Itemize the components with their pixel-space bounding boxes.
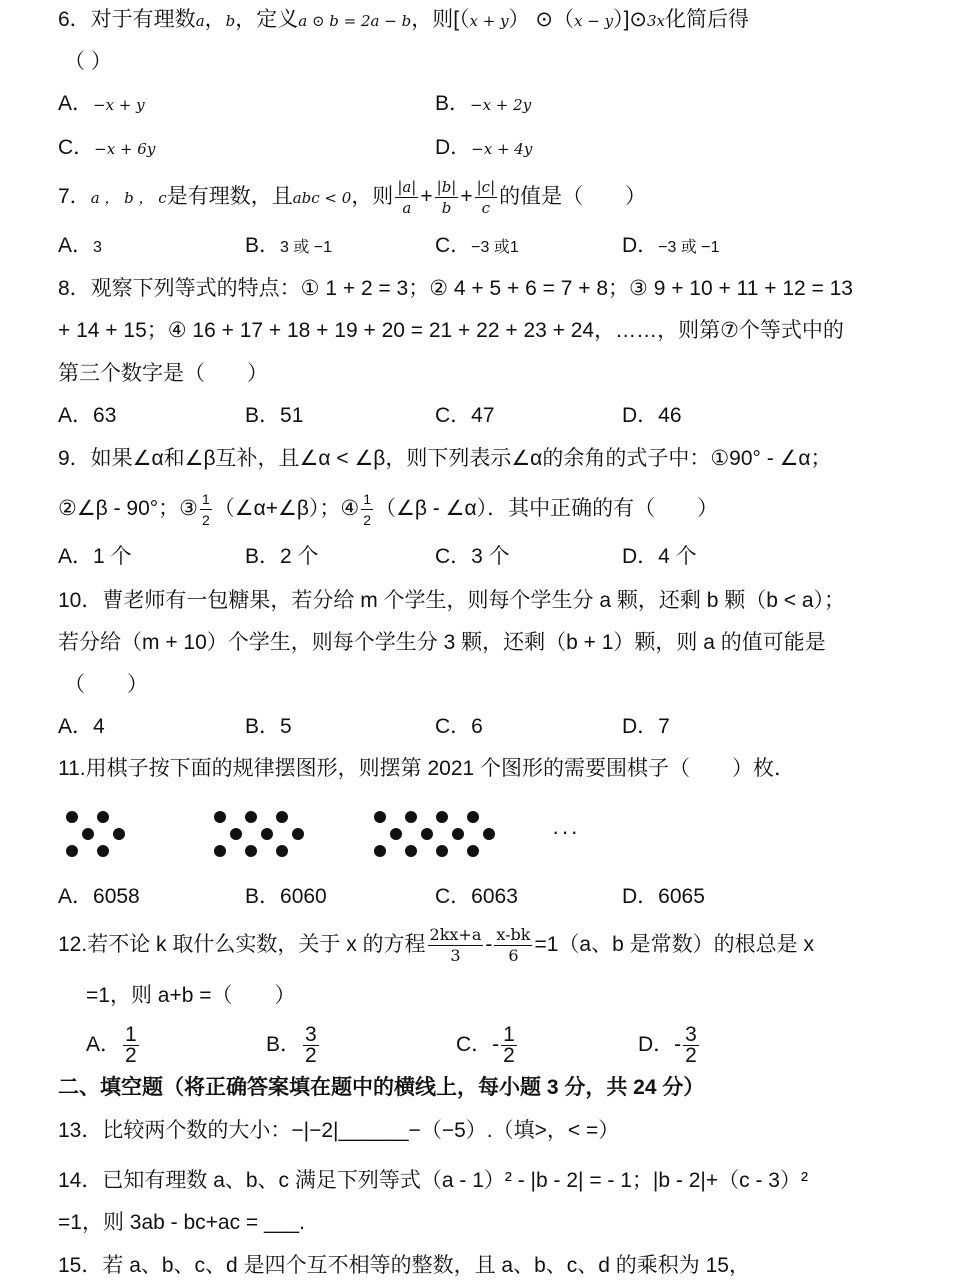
chess-piece-dot [97, 845, 109, 857]
option-label: A． [86, 1033, 122, 1056]
chess-piece-dot [436, 845, 448, 857]
denominator: 2 [201, 511, 210, 528]
option-d [622, 543, 697, 571]
numerator: 2kx+a [429, 924, 482, 944]
question-8-line: 8．观察下列等式的特点：① 1 + 2 = 3；② 4 + 5 + 6 = 7 + 8；③ 9 + 10 + 11 + 12 = 13 [58, 277, 853, 300]
option-a [58, 883, 140, 911]
fraction [303, 1022, 319, 1067]
numerator: 1 [361, 489, 373, 510]
question-9-line: 9．如果∠α和∠β互补，且∠α < ∠β，则下列表示∠α的余角的式子中：①90° - ∠α； [58, 447, 832, 470]
question-6-stem [58, 6, 749, 35]
chess-piece-dot [276, 845, 288, 857]
fraction-half [200, 489, 212, 530]
fraction [475, 177, 498, 218]
question-11-stem: 11.用棋子按下面的规律摆图形，则摆第 2021 个图形的需要围棋子（ ）枚． [58, 757, 796, 780]
chess-piece-dot [405, 811, 417, 823]
text: 的值是（ ） [499, 185, 647, 208]
question-8-line: + 14 + 15；④ 16 + 17 + 18 + 19 + 20 = 21 + 22 + 23 + 24，……，则第⑦个等式中的 [58, 319, 844, 342]
math: a ， b ， c [90, 189, 167, 207]
text: ，则[（ [411, 8, 470, 31]
option-value: 3 [93, 239, 102, 256]
option-label: B． [245, 234, 281, 257]
denominator: 2 [305, 1043, 317, 1067]
denominator: 6 [508, 945, 519, 965]
option-label: B． [245, 715, 281, 738]
denominator: 2 [125, 1043, 137, 1067]
option-label: C． [435, 404, 472, 427]
math: x + y [469, 12, 509, 30]
option-label: C． [435, 234, 472, 257]
option-label: B． [266, 1033, 302, 1056]
option-value: 6065 [658, 885, 705, 908]
option-value: 3 个 [471, 545, 510, 568]
math: 3x [647, 12, 666, 30]
option-c [435, 232, 519, 262]
option-value: −3 或1 [471, 239, 519, 256]
sign: - [492, 1033, 500, 1056]
option-b [245, 232, 332, 262]
text: ，则 [351, 185, 394, 208]
option-label: C． [435, 715, 472, 738]
chess-piece-dot [390, 828, 402, 840]
option-d [622, 232, 720, 262]
chess-piece-dot [467, 845, 479, 857]
question-14-line: 14．已知有理数 a、b、c 满足下列等式（a - 1）² - |b - 2| = - 1；|b - 2|+（c - 3）² [58, 1169, 808, 1192]
option-value: −x + 4y [471, 140, 533, 158]
text: =1（a、b 是常数）的根总是 x [534, 933, 814, 956]
chess-piece-dot [374, 845, 386, 857]
chess-piece-dot [483, 828, 495, 840]
option-label: B． [245, 404, 281, 427]
option-c [435, 543, 510, 571]
option-label: C． [435, 885, 472, 908]
option-b [245, 883, 327, 911]
option-value: −x + y [93, 96, 145, 114]
option-label: A． [58, 545, 94, 568]
plus: + [460, 185, 473, 208]
option-label: D． [622, 234, 659, 257]
denominator: a [402, 198, 412, 217]
option-value: 46 [658, 404, 682, 427]
numerator: 3 [685, 1022, 697, 1046]
denominator: 3 [450, 945, 461, 965]
fraction [683, 1022, 699, 1067]
option-a [58, 232, 102, 262]
fraction [395, 177, 418, 218]
option-value: 3 或 −1 [280, 239, 333, 256]
chess-piece-dot [292, 828, 304, 840]
chess-piece-dot [405, 845, 417, 857]
chess-piece-dot [436, 811, 448, 823]
option-value: 5 [280, 715, 292, 738]
numerator: |a| [397, 177, 417, 196]
option-label: D． [622, 545, 659, 568]
chess-piece-dot [276, 811, 288, 823]
math: b [225, 12, 236, 30]
option-b [266, 1022, 321, 1068]
math: a ⊙ b = 2a − b [298, 12, 412, 30]
question-12-line: =1，则 a+b =（ ） [86, 984, 296, 1007]
option-label: D． [622, 404, 659, 427]
text: 6．对于有理数 [58, 8, 196, 31]
numerator: 1 [200, 489, 212, 510]
option-value: −x + 6y [94, 140, 156, 158]
option-label: A． [58, 92, 94, 115]
chess-piece-dot [97, 811, 109, 823]
chess-piece-dot [421, 828, 433, 840]
denominator: 2 [363, 511, 372, 528]
option-c [456, 1022, 519, 1068]
option-a [58, 90, 145, 119]
denominator: c [481, 198, 491, 217]
minus: - [485, 933, 493, 956]
fraction [435, 177, 459, 218]
option-value: −3 或 −1 [658, 239, 720, 256]
question-12-stem [58, 922, 814, 968]
text: （∠β - ∠α）．其中正确的有（ ） [375, 497, 719, 520]
chess-piece-dot [245, 811, 257, 823]
question-10-line: （ ） [64, 673, 148, 696]
option-b [245, 402, 303, 430]
fraction-half [361, 489, 373, 530]
numerator: |c| [476, 177, 496, 196]
chess-piece-dot [261, 828, 273, 840]
option-d [622, 713, 670, 741]
plus: + [420, 185, 433, 208]
option-value: 6060 [280, 885, 327, 908]
option-value: −x + 2y [470, 96, 532, 114]
option-value: 47 [471, 404, 495, 427]
text: ）]⊙ [613, 8, 648, 31]
fraction [501, 1022, 517, 1067]
text: ②∠β - 90°；③ [58, 497, 198, 520]
chess-piece-dot [66, 845, 78, 857]
option-label: B． [245, 885, 281, 908]
denominator: 2 [503, 1043, 515, 1067]
option-c [58, 134, 155, 163]
option-value: 4 个 [658, 545, 697, 568]
option-b [435, 90, 531, 119]
chess-piece-dot [245, 845, 257, 857]
option-label: A． [58, 234, 94, 257]
chess-piece-dot [374, 811, 386, 823]
option-c [435, 402, 495, 430]
chess-piece-dot [214, 845, 226, 857]
option-value: 63 [93, 404, 117, 427]
option-label: C． [435, 545, 472, 568]
option-value: 6 [471, 715, 483, 738]
math: x − y [574, 12, 614, 30]
option-label: B． [245, 545, 281, 568]
chess-piece-pattern-figures [0, 805, 964, 865]
option-label: C． [456, 1033, 493, 1056]
fraction [123, 1022, 139, 1067]
chess-piece-dot [467, 811, 479, 823]
option-d [435, 134, 532, 163]
option-value: 4 [93, 715, 105, 738]
text: （∠α+∠β）；④ [213, 497, 360, 520]
question-13: 13．比较两个数的大小：−|−2|______−（−5）.（填>，< =） [58, 1119, 620, 1142]
option-value: 6058 [93, 885, 140, 908]
math: abc < 0 [292, 189, 352, 207]
numerator: 1 [503, 1022, 515, 1046]
text: ） ⊙（ [508, 8, 575, 31]
question-15: 15．若 a、b、c、d 是四个互不相等的整数，且 a、b、c、d 的乘积为 15， [58, 1254, 750, 1277]
option-value: 6063 [471, 885, 518, 908]
chess-piece-dot [230, 828, 242, 840]
option-d [638, 1022, 701, 1068]
question-14-line: =1，则 3ab - bc+ac = ___. [58, 1211, 305, 1234]
option-label: A． [58, 404, 94, 427]
sign: - [674, 1033, 682, 1056]
numerator: 1 [125, 1022, 137, 1046]
option-label: B． [435, 92, 471, 115]
text: 7． [58, 185, 91, 208]
option-value: 1 个 [93, 545, 132, 568]
option-label: D． [638, 1033, 675, 1056]
option-label: A． [58, 885, 94, 908]
option-label: D． [435, 136, 472, 159]
chess-piece-dot [82, 828, 94, 840]
fraction [494, 925, 532, 966]
math: a [195, 12, 205, 30]
option-label: C． [58, 136, 95, 159]
option-c [435, 883, 518, 911]
option-d [622, 402, 682, 430]
option-label: D． [622, 715, 659, 738]
option-a [58, 402, 116, 430]
ellipsis: ··· [552, 819, 580, 844]
text: 是有理数，且 [166, 185, 293, 208]
numerator: x-bk [496, 924, 531, 944]
question-9-line [58, 486, 718, 532]
option-a [58, 713, 105, 741]
option-a [58, 543, 132, 571]
option-value: 2 个 [280, 545, 319, 568]
denominator: 2 [685, 1043, 697, 1067]
chess-piece-dot [214, 811, 226, 823]
denominator: b [441, 198, 452, 217]
question-10-line: 若分给（m + 10）个学生，则每个学生分 3 颗，还剩（b + 1）颗，则 a 的值可能是 [58, 631, 826, 654]
option-a [86, 1022, 141, 1068]
numerator: 3 [305, 1022, 317, 1046]
option-d [622, 883, 705, 911]
text: 12.若不论 k 取什么实数，关于 x 的方程 [58, 933, 426, 956]
chess-piece-dot [452, 828, 464, 840]
text: ，定义 [235, 8, 299, 31]
option-label: D． [622, 885, 659, 908]
option-value: 7 [658, 715, 670, 738]
question-10-line: 10．曹老师有一包糖果，若分给 m 个学生，则每个学生分 a 颗，还剩 b 颗（b < a）； [58, 589, 846, 612]
fraction [428, 925, 484, 966]
option-label: A． [58, 715, 94, 738]
section-heading: 二、填空题（将正确答案填在题中的横线上，每小题 3 分，共 24 分） [58, 1076, 705, 1099]
text: 化简后得 [665, 8, 750, 31]
text: ， [204, 8, 226, 31]
question-7-stem [58, 172, 646, 223]
option-b [245, 713, 292, 741]
chess-piece-dot [66, 811, 78, 823]
question-8-line: 第三个数字是（ ） [58, 362, 268, 385]
answer-blank: （ ） [64, 50, 112, 73]
chess-piece-dot [113, 828, 125, 840]
option-c [435, 713, 483, 741]
option-value: 51 [280, 404, 304, 427]
option-b [245, 543, 319, 571]
numerator: |b| [436, 177, 457, 196]
